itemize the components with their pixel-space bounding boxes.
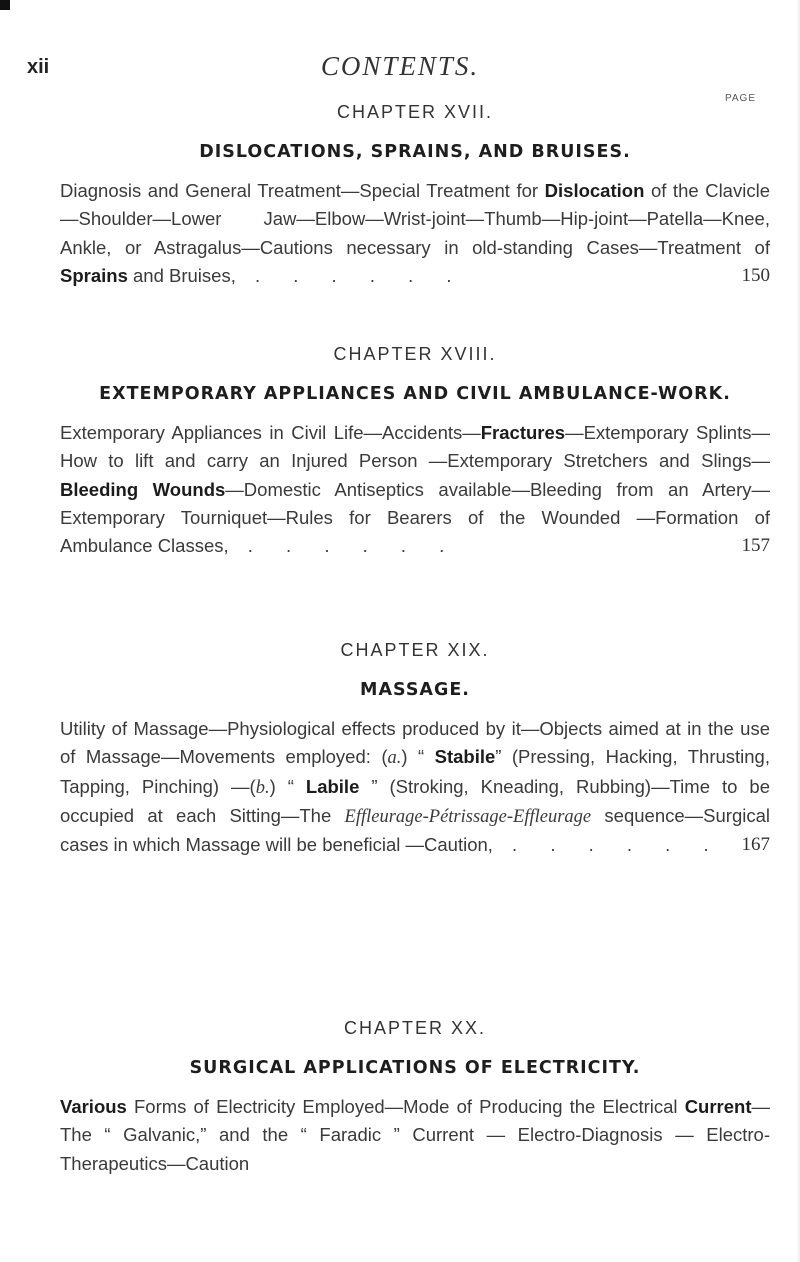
scan-corner-mark (0, 0, 10, 10)
page-column-label: PAGE (724, 93, 756, 104)
leader-dots: . . . . . . (492, 834, 723, 856)
summary-text: ) “ (269, 775, 306, 797)
summary-keyword: Bleeding Wounds (60, 478, 226, 500)
chapter-block (60, 640, 770, 859)
leader-dots: . . . . . . (228, 535, 459, 557)
chapter-summary (60, 419, 770, 560)
summary-text: sequence—Surgical cases in which Massage will be beneficial —Caution, (60, 804, 770, 856)
summary-text: b. (255, 777, 270, 798)
running-head: CONTENTS. (320, 51, 480, 81)
chapter-block (60, 344, 770, 560)
summary-keyword: Fractures (480, 422, 566, 443)
summary-text: —Domestic Antiseptics available—Bleeding from an Artery—Extemporary Tourniquet—Rules for Bearers of the Wounded —Formation of Ambulance Classes, (60, 478, 770, 557)
leader-dots: . . . . . . (235, 264, 466, 286)
summary-text: Utility of Massage—Physiological effects produced by it—Objects aimed at in the use of Massage—Movements employed: ( (60, 718, 770, 768)
chapter-number: CHAPTER XX. (343, 1018, 487, 1038)
chapter-number: CHAPTER XIX. (340, 640, 490, 660)
summary-text: Effleurage-Pétrissage-Effleurage (344, 806, 592, 827)
chapter-block (60, 1018, 770, 1178)
summary-keyword: Various (60, 1096, 127, 1117)
page-reference: 167 (741, 834, 770, 856)
chapter-summary (60, 1093, 770, 1178)
chapter-summary (60, 177, 770, 290)
summary-text: of the Clavicle—Shoulder—Lower Jaw—Elbow—Wrist-joint—Thumb—Hip-joint—Patella—Knee, Ankle, or Astragalus—Cautions necessary in old-standing Cases—Treatment of (60, 180, 770, 258)
summary-text: —Extemporary Splints—How to lift and carry an Injured Person —Extemporary Stretchers and Slings— (60, 422, 770, 472)
summary-text: ” (Pressing, Hacking, Thrusting, Tapping, Pinching) —( (60, 746, 770, 797)
summary-text: a. (387, 748, 402, 769)
chapter-title: DISLOCATIONS, SPRAINS, AND BRUISES. (199, 142, 631, 162)
chapter-number: CHAPTER XVIII. (333, 344, 497, 364)
chapter-summary (60, 715, 770, 859)
chapter-block (60, 102, 770, 290)
chapter-title: SURGICAL APPLICATIONS OF ELECTRICITY. (189, 1058, 641, 1078)
summary-text: Extemporary Appliances in Civil Life—Accidents— (60, 422, 481, 443)
page-reference: 150 (741, 264, 770, 286)
chapter-title: EXTEMPORARY APPLIANCES AND CIVIL AMBULANCE-WORK. (99, 384, 731, 404)
summary-keyword: Dislocation (544, 180, 645, 201)
summary-text: ) “ (401, 746, 435, 768)
summary-keyword: Sprains (60, 264, 128, 286)
page-reference: 157 (741, 535, 770, 557)
summary-text: ” (Stroking, Kneading, Rubbing)—Time to be occupied at each Sitting—The (60, 775, 770, 826)
summary-text: and Bruises, (127, 264, 236, 286)
scan-edge-shadow (796, 0, 800, 1262)
chapter-title: MASSAGE. (360, 680, 470, 700)
summary-keyword: Stabile (434, 746, 496, 768)
summary-text: Forms of Electricity Employed—Mode of Producing the Electrical (126, 1096, 685, 1117)
summary-text: Diagnosis and General Treatment—Special Treatment for (60, 180, 545, 201)
chapter-number: CHAPTER XVII. (336, 102, 494, 122)
summary-keyword: Labile (305, 775, 360, 797)
page-number: xii (27, 56, 50, 78)
summary-keyword: Current (684, 1096, 752, 1117)
summary-text: —The “ Galvanic,” and the “ Faradic ” Current — Electro-Diagnosis — Electro-Therapeutics—Caution (60, 1096, 770, 1174)
